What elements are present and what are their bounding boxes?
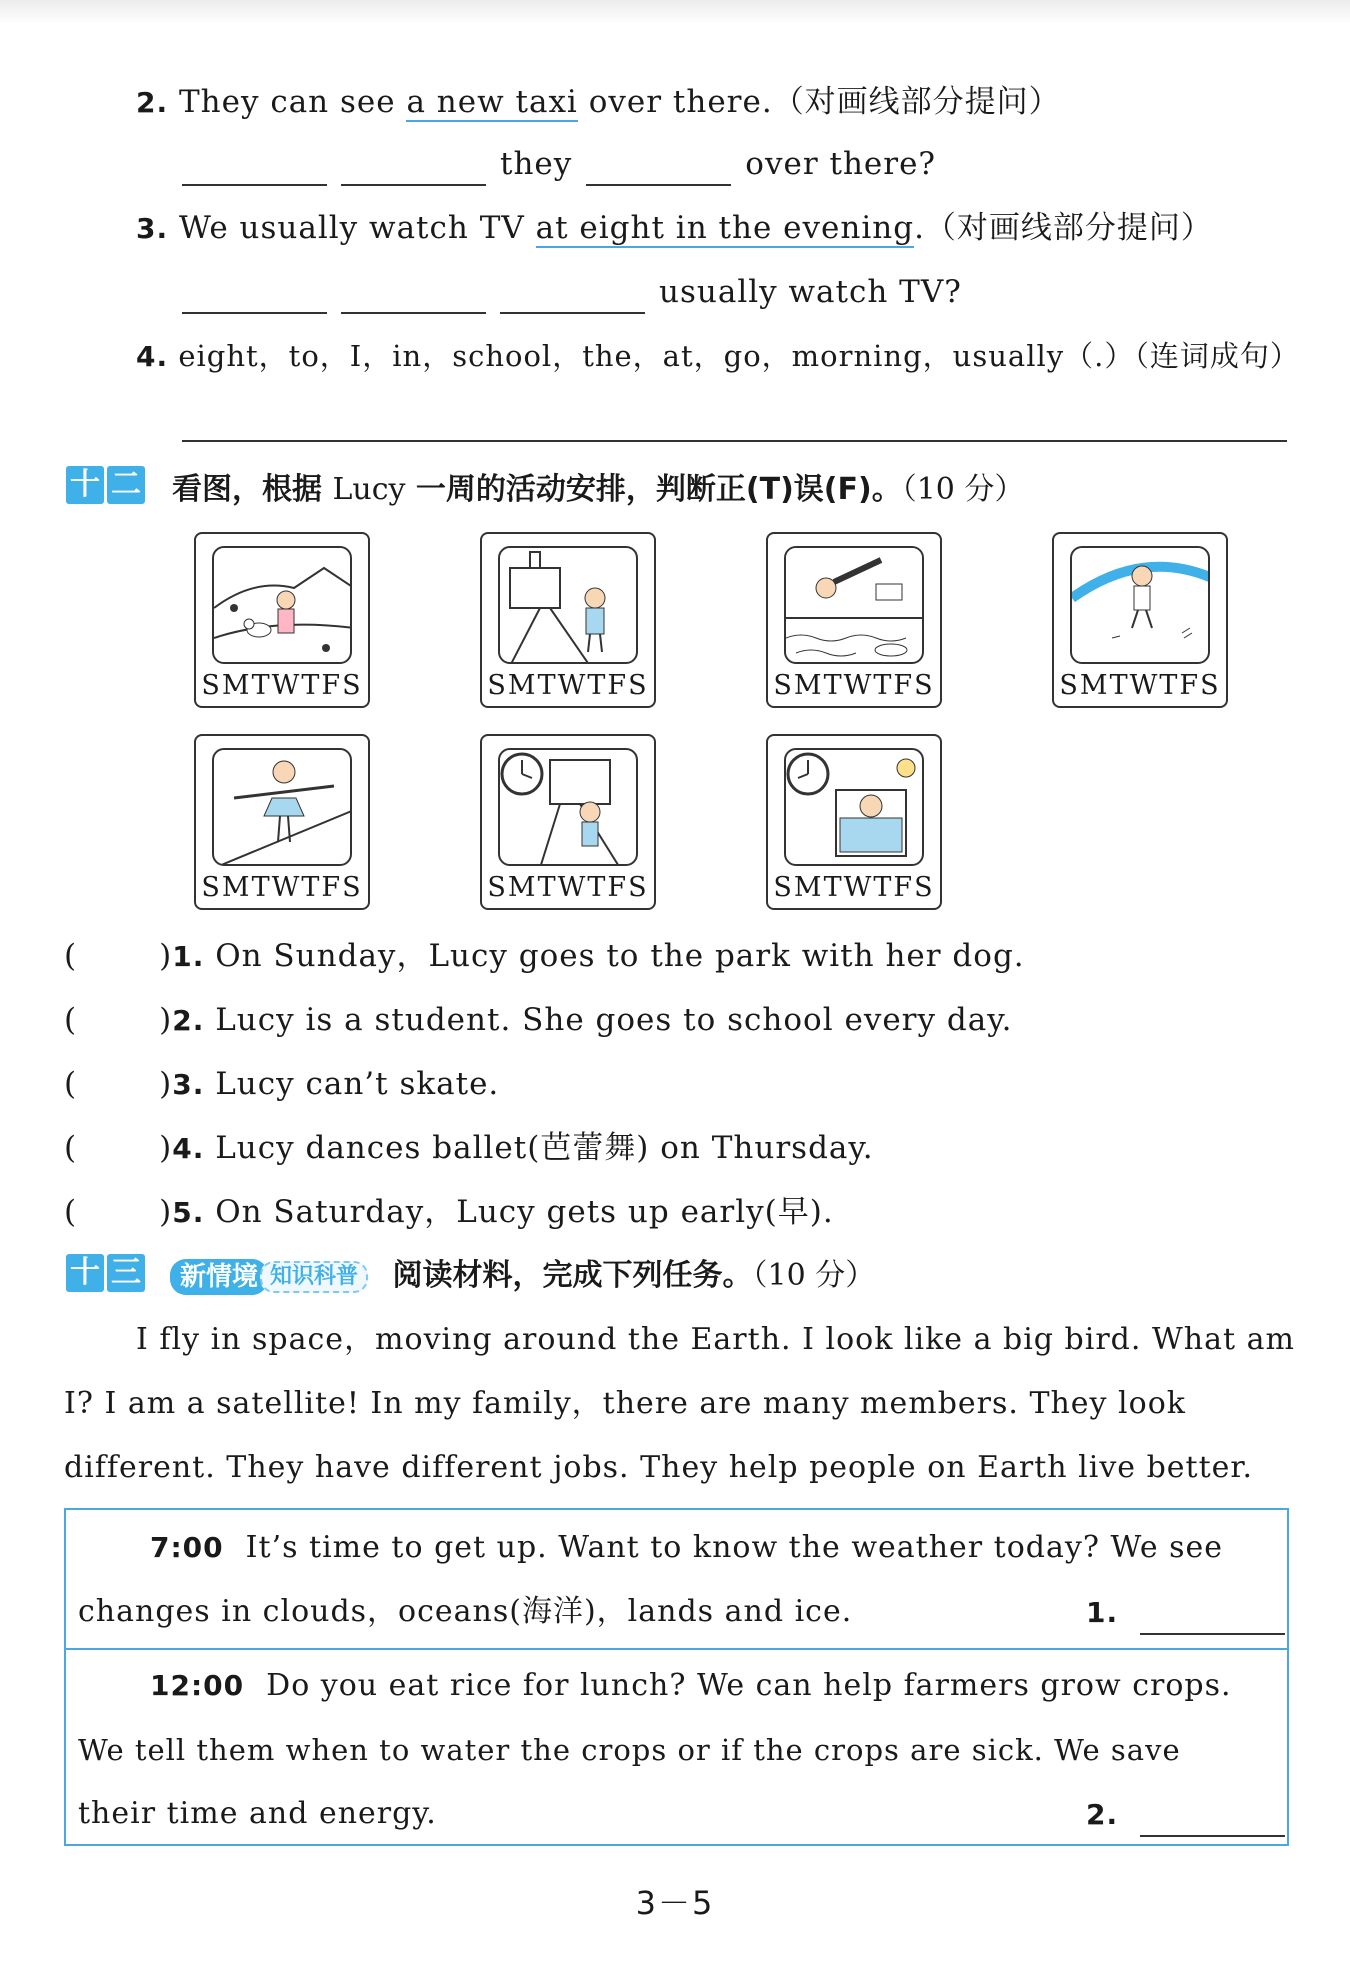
paren-close: ) — [159, 1194, 173, 1230]
box1-answer — [1086, 1590, 1285, 1635]
paren-open: ( — [64, 1130, 78, 1166]
answer-blank[interactable] — [500, 280, 645, 314]
passage-line-1: I fly in space，moving around the Earth. I look like a big bird. What am — [136, 1322, 1295, 1357]
item-number: 2. — [172, 1004, 205, 1037]
skating-icon — [1070, 546, 1210, 664]
answer-blank[interactable] — [1140, 1803, 1285, 1837]
title-text: 看图，根据 — [172, 472, 333, 507]
question-text: We usually watch TV — [178, 210, 536, 246]
title-name: Lucy — [332, 472, 406, 507]
item-text: Lucy can’t skate. — [215, 1066, 500, 1102]
answer-number: 1. — [1086, 1596, 1119, 1629]
section-12-badge — [66, 466, 145, 504]
item-text: Lucy is a student. She goes to school every day. — [215, 1002, 1013, 1038]
question-2-answer — [182, 142, 936, 186]
swimming-icon — [784, 546, 924, 664]
paren-close: ) — [159, 1130, 173, 1166]
answer-blank[interactable] — [182, 280, 327, 314]
school-walk-icon — [498, 546, 638, 664]
answer-blank[interactable] — [1140, 1601, 1285, 1635]
picture-card-4 — [1052, 532, 1228, 708]
section-13-title — [170, 1250, 875, 1295]
paren-close: ) — [159, 938, 173, 974]
page-number: 3－5 — [635, 1884, 715, 1922]
answer-blank[interactable] — [586, 152, 731, 186]
badge-char: 三 — [107, 1254, 145, 1292]
question-number: 4. — [136, 340, 169, 373]
box2-line-1 — [150, 1664, 1232, 1708]
section-12-title — [172, 464, 1024, 508]
weekday-letters: SMTWTFS — [1059, 670, 1221, 701]
answer-word: over there? — [745, 146, 937, 182]
paren-open: ( — [64, 1066, 78, 1102]
box-text: It’s time to get up. Want to know the weather today? We see — [245, 1530, 1224, 1565]
paren-close: ) — [159, 1066, 173, 1102]
badge-char: 十 — [66, 466, 104, 504]
picture-card-3 — [766, 532, 942, 708]
question-number: 2. — [136, 86, 169, 119]
answer-word: they — [500, 146, 573, 182]
park-dog-icon — [212, 546, 352, 664]
question-text: They can see — [178, 84, 407, 120]
title-text: 一周的活动安排，判断正(T)误(F)。 — [405, 472, 902, 507]
answer-number: 2. — [1086, 1798, 1119, 1831]
ballet-icon — [212, 748, 352, 866]
question-2 — [136, 80, 1061, 125]
answer-blank[interactable] — [182, 152, 327, 186]
paren-open: ( — [64, 1002, 78, 1038]
picture-card-5 — [194, 734, 370, 910]
paren-open: ( — [64, 938, 78, 974]
picture-card-7 — [766, 734, 942, 910]
weekday-letters: SMTWTFS — [773, 872, 935, 903]
item-number: 4. — [172, 1132, 205, 1165]
weekday-letters: SMTWTFS — [201, 670, 363, 701]
paren-open: ( — [64, 1194, 78, 1230]
tf-item-4 — [64, 1126, 874, 1171]
box1-line-2: changes in clouds，oceans(海洋)，lands and ice. — [78, 1594, 853, 1629]
answer-blank[interactable] — [341, 280, 486, 314]
question-text: eight，to，I，in，school，the，at，go，morning，usually（.）（连词成句） — [178, 339, 1300, 373]
item-number: 3. — [172, 1068, 205, 1101]
time-label: 7:00 — [150, 1531, 224, 1564]
tf-item-2 — [64, 998, 1012, 1043]
tf-item-1 — [64, 934, 1025, 979]
picture-card-1 — [194, 532, 370, 708]
science-tag: 知识科普 — [260, 1261, 368, 1293]
box-text: Do you eat rice for lunch? We can help farmers grow crops. — [266, 1668, 1232, 1703]
box-divider — [64, 1648, 1289, 1650]
weekday-letters: SMTWTFS — [487, 670, 649, 701]
question-text-end: over there. — [577, 84, 773, 120]
paren-close: ) — [159, 1002, 173, 1038]
question-4 — [136, 334, 1300, 379]
badge-char: 十 — [66, 1254, 104, 1292]
question-instruction: （对画线部分提问） — [772, 84, 1061, 120]
item-number: 1. — [172, 940, 205, 973]
tf-item-5 — [64, 1190, 834, 1235]
new-context-tag: 新情境 — [170, 1259, 268, 1295]
question-3-answer — [182, 270, 962, 314]
box2-answer — [1086, 1792, 1285, 1837]
section-score: （10 分） — [752, 1258, 876, 1293]
answer-blank[interactable] — [341, 152, 486, 186]
weekday-letters: SMTWTFS — [773, 670, 935, 701]
underlined-phrase: a new taxi — [406, 84, 578, 120]
item-number: 5. — [172, 1196, 205, 1229]
picture-card-2 — [480, 532, 656, 708]
clock-school-icon — [498, 748, 638, 866]
box1-line-1 — [150, 1526, 1223, 1570]
picture-card-6 — [480, 734, 656, 910]
item-text: On Saturday，Lucy gets up early(早). — [215, 1194, 834, 1230]
question-instruction: （对画线部分提问） — [924, 210, 1213, 246]
section-13-badge — [66, 1254, 145, 1292]
answer-word: usually watch TV? — [659, 274, 962, 310]
passage-line-2: I? I am a satellite! In my family，there are many members. They look — [64, 1386, 1186, 1421]
question-3 — [136, 206, 1213, 251]
item-text: On Sunday，Lucy goes to the park with her dog. — [215, 938, 1025, 974]
passage-line-3: different. They have different jobs. They help people on Earth live better. — [64, 1450, 1253, 1485]
page-top-shadow — [0, 0, 1350, 24]
sleeping-icon — [784, 748, 924, 866]
title-text: 阅读材料，完成下列任务。 — [392, 1258, 753, 1293]
weekday-letters: SMTWTFS — [487, 872, 649, 903]
answer-line-full[interactable] — [182, 440, 1287, 442]
badge-char: 二 — [107, 466, 145, 504]
box2-line-3: their time and energy. — [78, 1796, 437, 1831]
tf-item-3 — [64, 1062, 499, 1107]
box2-line-2: We tell them when to water the crops or if the crops are sick. We save — [78, 1733, 1181, 1767]
time-label: 12:00 — [150, 1669, 245, 1702]
underlined-phrase: at eight in the evening — [535, 210, 915, 246]
question-text-end: . — [914, 210, 925, 246]
section-score: （10 分） — [901, 472, 1025, 507]
weekday-letters: SMTWTFS — [201, 872, 363, 903]
item-text: Lucy dances ballet(芭蕾舞) on Thursday. — [215, 1130, 874, 1166]
question-number: 3. — [136, 212, 169, 245]
